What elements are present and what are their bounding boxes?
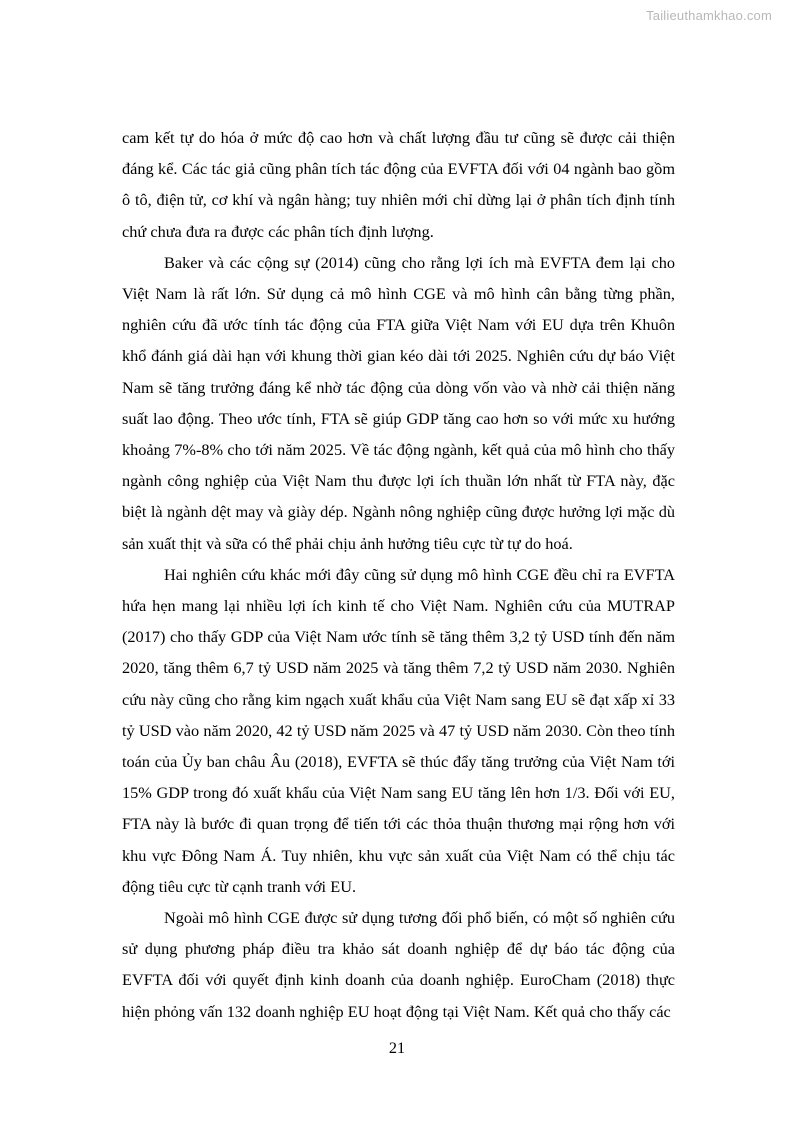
paragraph: Hai nghiên cứu khác mới đây cũng sử dụng mô hình CGE đều chỉ ra EVFTA hứa hẹn mang lại nhiều lợi ích kinh tế cho Việt Nam. Nghiên cứu của MUTRAP (2017) cho thấy GDP của Việt Nam ước tính sẽ tăng thêm 3,2 tỷ USD tính đến năm 2020, tăng thêm 6,7 tỷ USD năm 2025 và tăng thêm 7,2 tỷ USD năm 2030. Nghiên cứu này cũng cho rằng kim ngạch xuất khẩu của Việt Nam sang EU sẽ đạt xấp xỉ 33 tỷ USD vào năm 2020, 42 tỷ USD năm 2025 và 47 tỷ USD năm 2030. Còn theo tính toán của Ủy ban châu Âu (2018), EVFTA sẽ thúc đẩy tăng trưởng của Việt Nam tới 15% GDP trong đó xuất khẩu của Việt Nam sang EU tăng lên hơn 1/3. Đối với EU, FTA này là bước đi quan trọng để tiến tới các thỏa thuận thương mại rộng hơn với khu vực Đông Nam Á. Tuy nhiên, khu vực sản xuất của Việt Nam có thể chịu tác động tiêu cực từ cạnh tranh với EU.	[122, 564, 675, 896]
paragraph: Ngoài mô hình CGE được sử dụng tương đối phổ biến, có một số nghiên cứu sử dụng phương pháp điều tra khảo sát doanh nghiệp để dự báo tác động của EVFTA đối với quyết định kinh doanh của doanh nghiệp. EuroCham (2018) thực hiện phỏng vấn 132 doanh nghiệp EU hoạt động tại Việt Nam. Kết quả cho thấy các	[122, 908, 675, 1021]
paragraph: Baker và các cộng sự (2014) cũng cho rằng lợi ích mà EVFTA đem lại cho Việt Nam là rất lớn. Sử dụng cả mô hình CGE và mô hình cân bằng từng phần, nghiên cứu đã ước tính tác động của FTA giữa Việt Nam với EU dựa trên Khuôn khổ đánh giá dài hạn với khung thời gian kéo dài tới 2025. Nghiên cứu dự báo Việt Nam sẽ tăng trưởng đáng kể nhờ tác động của dòng vốn vào và nhờ cải thiện năng suất lao động. Theo ước tính, FTA sẽ giúp GDP tăng cao hơn so với mức xu hướng khoảng 7%-8% cho tới năm 2025. Về tác động ngành, kết quả của mô hình cho thấy ngành công nghiệp của Việt Nam thu được lợi ích thuần lớn nhất từ FTA này, đặc biệt là ngành dệt may và giày dép. Ngành nông nghiệp cũng được hưởng lợi mặc dù sản xuất thịt và sữa có thể phải chịu ảnh hưởng tiêu cực từ tự do hoá.	[122, 252, 675, 553]
watermark-text: Tailieuthamkhao.com	[646, 8, 772, 23]
page-number: 21	[388, 1038, 406, 1057]
page-body	[122, 122, 675, 1027]
paragraph: cam kết tự do hóa ở mức độ cao hơn và chất lượng đầu tư cũng sẽ được cải thiện đáng kể. Các tác giả cũng phân tích tác động của EVFTA đối với 04 ngành bao gồm ô tô, điện tử, cơ khí và ngân hàng; tuy nhiên mới chỉ dừng lại ở phân tích định tính chứ chưa đưa ra được các phân tích định lượng.	[122, 128, 675, 241]
